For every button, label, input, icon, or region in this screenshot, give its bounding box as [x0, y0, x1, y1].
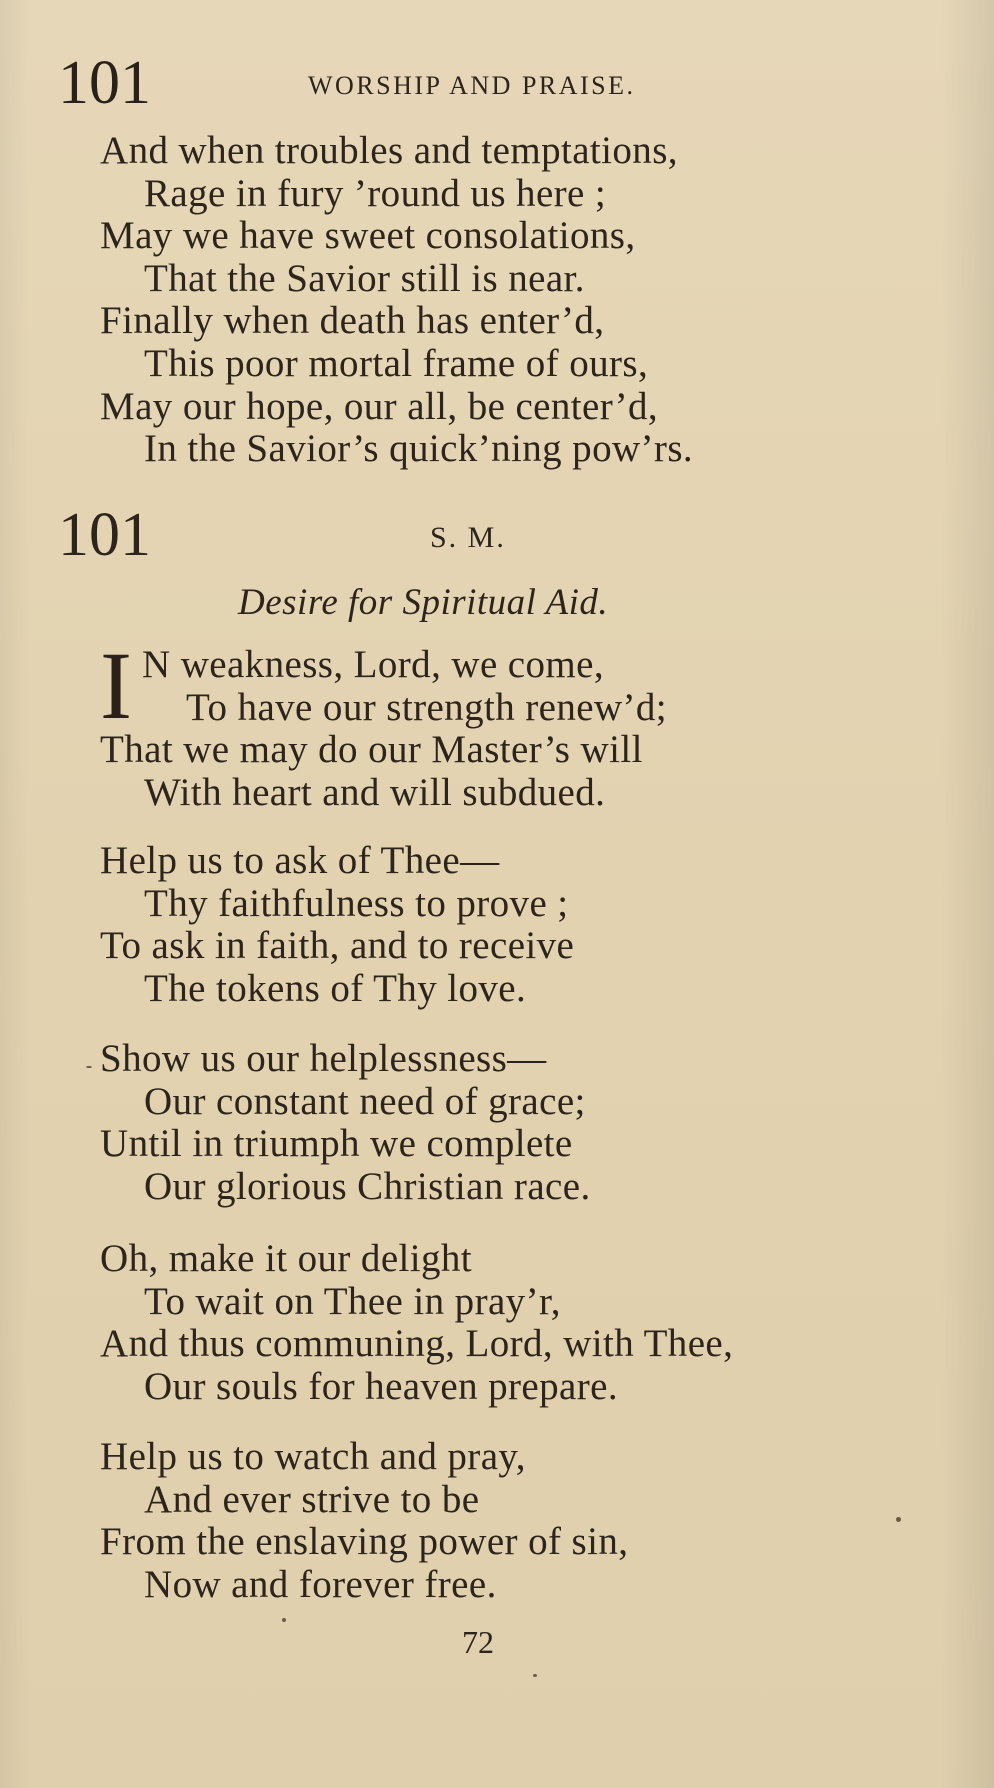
verse-line: Our souls for heaven prepare.: [144, 1364, 619, 1408]
verse-line: Help us to watch and pray,: [100, 1435, 526, 1478]
hymn-meter: S. M.: [430, 521, 506, 554]
verse-line: With heart and will subdued.: [144, 770, 606, 814]
stanza-4: [100, 1238, 733, 1408]
verse-line: May we have sweet consolations,: [100, 214, 636, 258]
paper-speck: [282, 1618, 286, 1622]
stanza-3: [100, 1038, 591, 1208]
verse-line: Our glorious Christian race.: [144, 1164, 591, 1208]
verse-line: That the Savior still is near.: [144, 256, 585, 300]
stanza-1: [100, 632, 668, 814]
running-header: [58, 48, 958, 118]
verse-line: Finally when death has enter’d,: [100, 299, 605, 343]
continued-stanza: [100, 130, 693, 471]
paper-speck: [86, 1066, 92, 1068]
verse-line: Rage in fury ’round us here ;: [144, 171, 607, 215]
verse-line: The tokens of Thy love.: [144, 966, 527, 1010]
verse-line: Oh, make it our delight: [100, 1237, 473, 1280]
hymn-number: 101: [58, 501, 151, 569]
verse-line: Our constant need of grace;: [144, 1079, 586, 1123]
verse-line: This poor mortal frame of ours,: [144, 341, 649, 385]
verse-line: To wait on Thee in pray’r,: [144, 1279, 561, 1323]
header-hymn-number: 101: [58, 49, 151, 117]
verse-line: Help us to ask of Thee—: [100, 839, 500, 882]
paper-speck: [533, 1674, 537, 1677]
verse-line: To ask in faith, and to receive: [100, 924, 575, 968]
page-number: 72: [462, 1624, 494, 1660]
verse-line: And when troubles and temptations,: [100, 129, 678, 172]
verse-line: Now and forever free.: [144, 1562, 497, 1606]
verse-line: Until in triumph we complete: [100, 1122, 573, 1166]
drop-cap: I: [100, 632, 132, 739]
paper-speck: [896, 1517, 901, 1522]
verse-line: May our hope, our all, be center’d,: [100, 384, 659, 428]
hymn-heading: [58, 500, 958, 570]
stanza-5: [100, 1436, 628, 1606]
verse-line: Show us our helplessness—: [100, 1037, 547, 1080]
hymn-subtitle: Desire for Spiritual Aid.: [238, 582, 609, 623]
stanza-2: [100, 840, 574, 1010]
verse-line: And ever strive to be: [144, 1477, 480, 1521]
verse-line: And thus communing, Lord, with Thee,: [100, 1322, 734, 1366]
header-section-title: WORSHIP AND PRAISE.: [308, 71, 636, 100]
verse-line: N weakness, Lord, we come,: [142, 643, 605, 686]
verse-line: That we may do our Master’s will: [100, 728, 643, 772]
verse-line: Thy faithfulness to prove ;: [144, 881, 569, 925]
verse-line: To have our strength renew’d;: [186, 685, 668, 729]
verse-line: In the Savior’s quick’ning pow’rs.: [144, 427, 694, 471]
verse-line: From the enslaving power of sin,: [100, 1520, 629, 1564]
